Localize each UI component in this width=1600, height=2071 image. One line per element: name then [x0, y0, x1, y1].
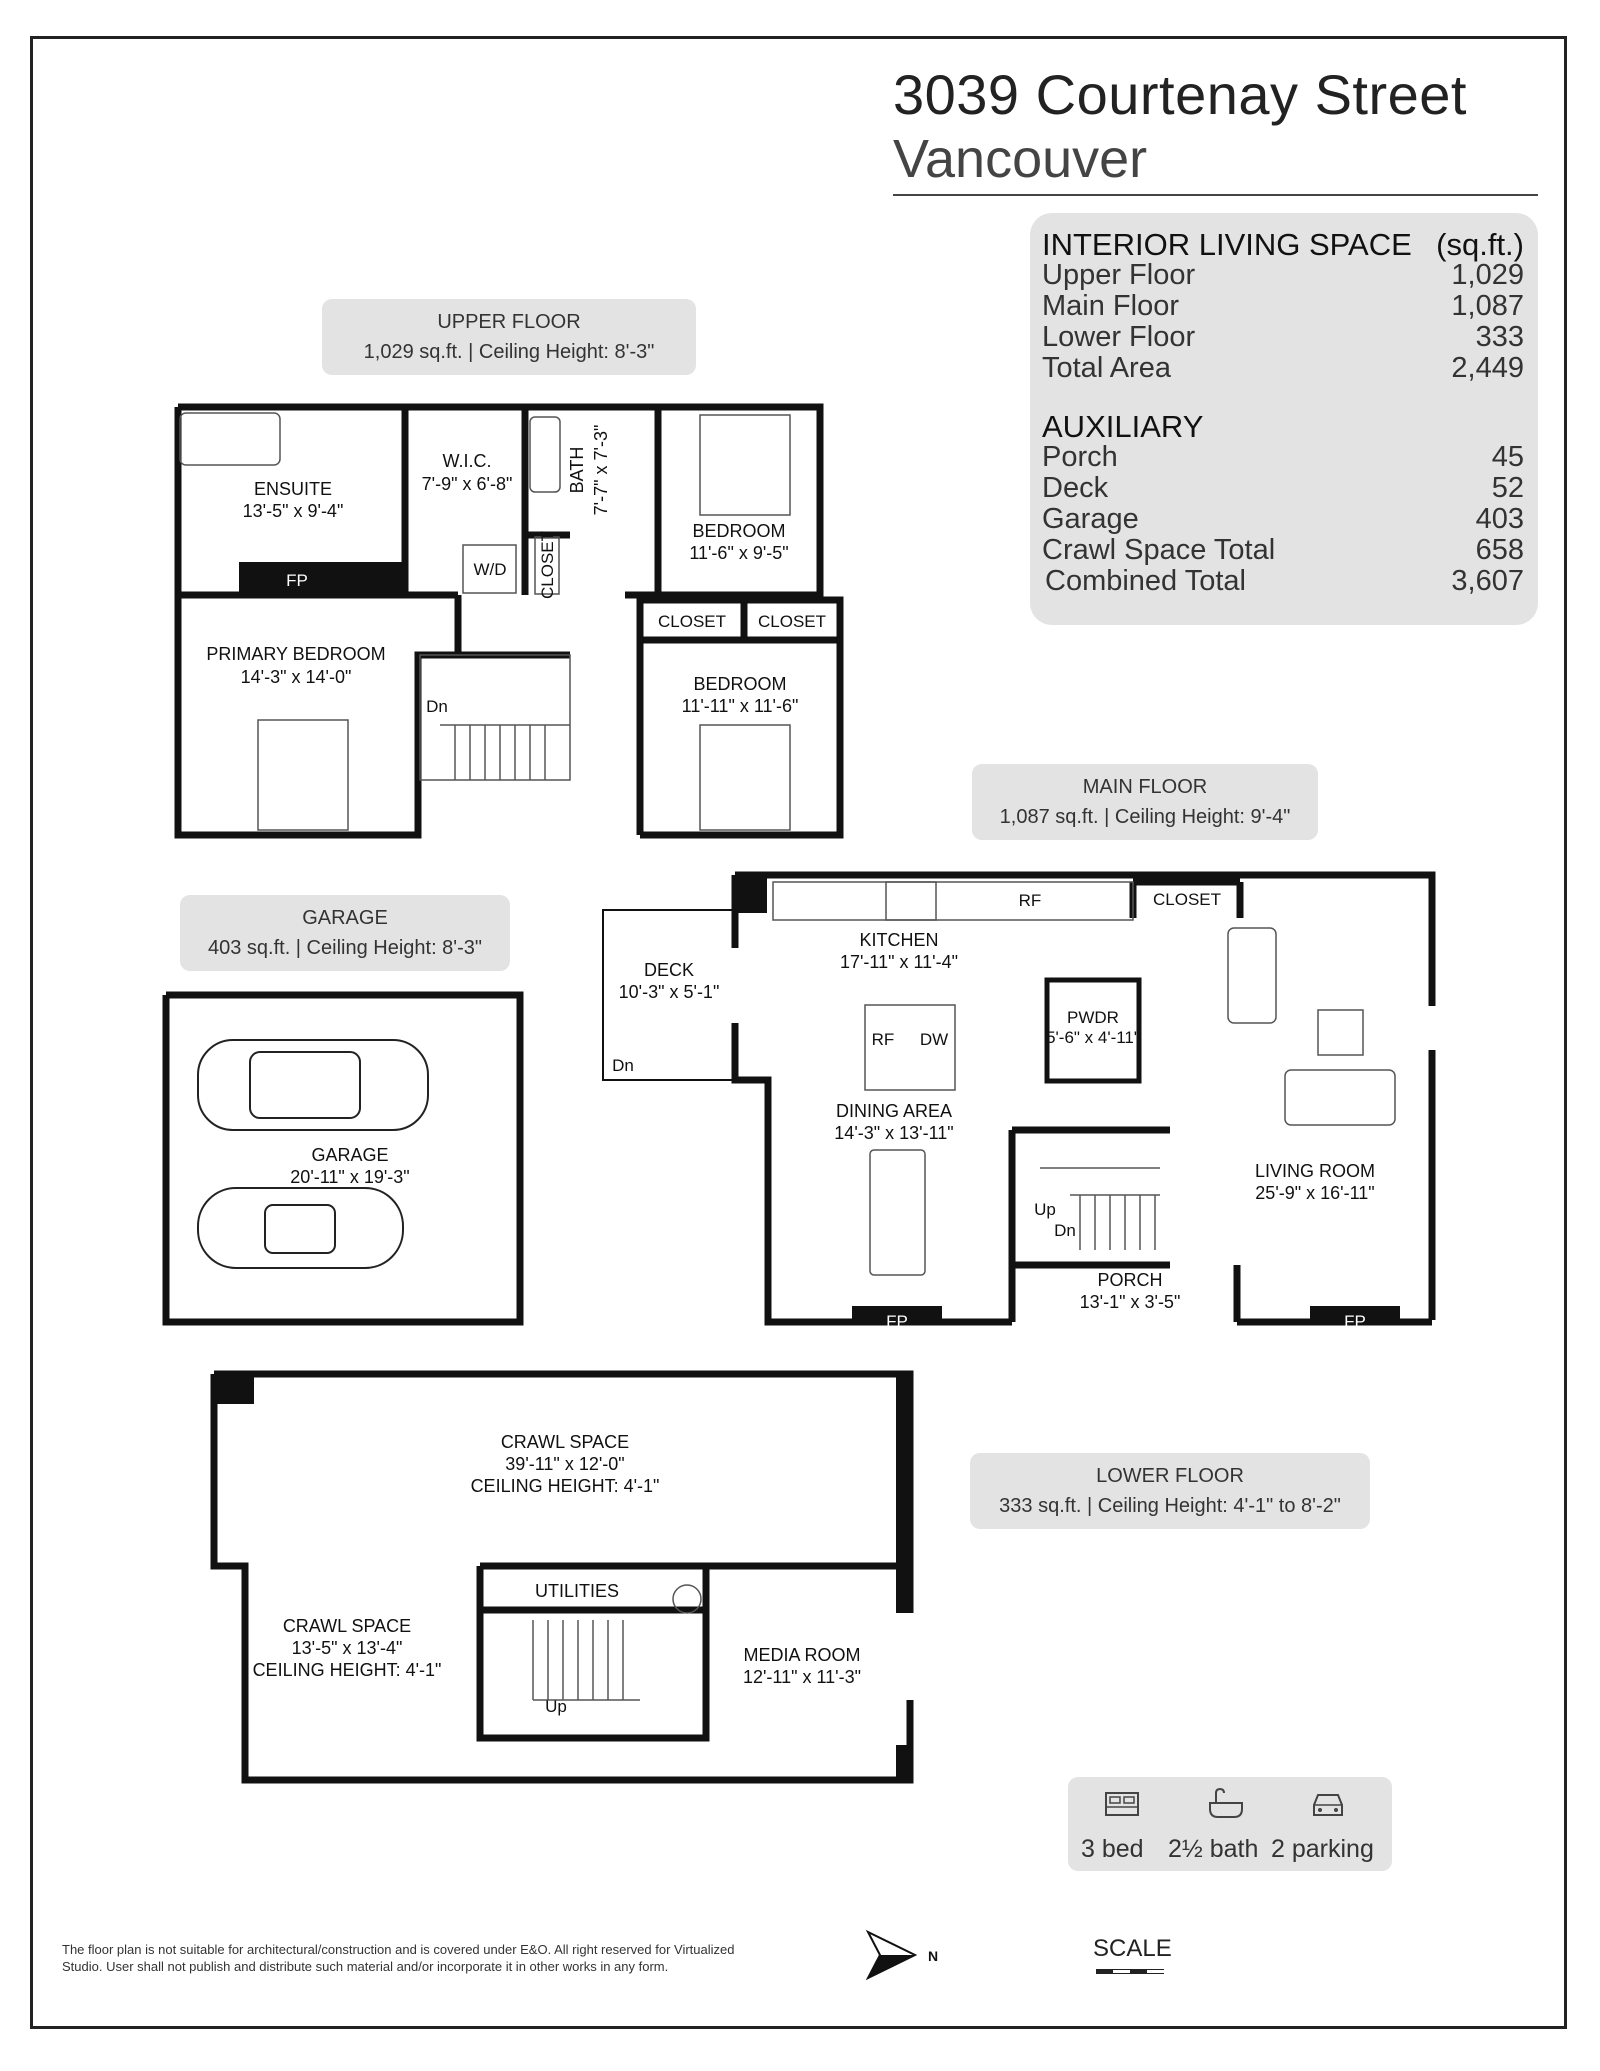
stair-up-label: Up	[545, 1697, 567, 1716]
room-name-pwdr: PWDR	[1067, 1008, 1119, 1027]
area-label: Deck	[1042, 472, 1109, 504]
suv-icon	[198, 1040, 428, 1130]
area-value: 52	[1491, 472, 1524, 504]
bathtub-icon	[180, 413, 280, 465]
floor-title: MAIN FLOOR	[1082, 776, 1208, 798]
range-icon	[886, 882, 936, 920]
room-name-kitchen: KITCHEN	[859, 930, 939, 950]
closet-label: CLOSET	[538, 530, 557, 600]
bed-icon	[700, 725, 790, 830]
fp-label: FP	[1344, 1312, 1366, 1331]
kitchen-counter	[773, 882, 1133, 920]
auxiliary-title: AUXILIARY	[1042, 409, 1204, 444]
stair-up-label: Up	[1034, 1200, 1056, 1219]
upper-floor-walls	[178, 407, 840, 835]
lower-stairs	[533, 1620, 640, 1700]
fridge-label: RF	[1018, 891, 1042, 910]
room-dim-garage: 20'-11" x 19'-3"	[290, 1167, 410, 1187]
dining-table	[870, 1150, 925, 1275]
feature-label: 2 parking	[1271, 1835, 1374, 1863]
wall-block	[896, 1745, 910, 1780]
closet-label: CLOSET	[757, 612, 827, 631]
area-label: Garage	[1042, 503, 1139, 535]
room-name-wic: W.I.C.	[442, 451, 492, 471]
car-icon	[1308, 1787, 1348, 1821]
room-dim-crawl-space-2: 13'-5" x 13'-4"	[291, 1638, 403, 1658]
sofa-icon	[1285, 1070, 1395, 1125]
interior-title: INTERIOR LIVING SPACE	[1042, 227, 1412, 262]
fp-label: FP	[886, 1312, 908, 1331]
fridge-label: RF	[871, 1030, 895, 1049]
room-name-living: LIVING ROOM	[1254, 1161, 1376, 1181]
bed-icon	[700, 415, 790, 515]
address-street: 3039 Courtenay Street	[893, 63, 1467, 126]
area-value: 1,087	[1451, 290, 1524, 322]
area-label: Main Floor	[1042, 290, 1179, 322]
room-dim-living: 25'-9" x 16'-11"	[1255, 1183, 1375, 1203]
upper-fireplace	[239, 562, 406, 595]
room-name-utilities: UTILITIES	[534, 1581, 620, 1601]
scale-label: SCALE	[1093, 1935, 1172, 1962]
feature-label: 3 bed	[1081, 1835, 1144, 1863]
wall-block	[214, 1374, 254, 1404]
armchair-icon	[1228, 928, 1276, 1023]
room-name-crawl-space-2: CRAWL SPACE	[282, 1616, 412, 1636]
room-ceiling-crawl-space-2: CEILING HEIGHT: 4'-1"	[252, 1660, 442, 1680]
floor-info: 1,029 sq.ft. | Ceiling Height: 8'-3"	[363, 341, 655, 363]
room-name-bath: BATH	[567, 446, 587, 494]
room-name-media: MEDIA ROOM	[743, 1645, 861, 1665]
area-value: 333	[1475, 321, 1524, 353]
unit-label: (sq.ft.)	[1436, 227, 1524, 262]
bed-icon	[258, 720, 348, 830]
fp-label: FP	[286, 571, 308, 590]
room-name-porch: PORCH	[1097, 1270, 1163, 1290]
room-name-bedroom-2: BEDROOM	[693, 674, 787, 694]
room-name-ensuite: ENSUITE	[253, 479, 333, 499]
area-value: 3,607	[1451, 565, 1524, 597]
room-dim-kitchen: 17'-11" x 11'-4"	[839, 952, 959, 972]
wall-block	[735, 875, 767, 913]
room-name-garage: GARAGE	[311, 1145, 389, 1165]
stair-down-label: Dn	[426, 697, 448, 716]
area-value: 45	[1491, 441, 1524, 473]
features-panel	[1068, 1777, 1392, 1871]
sports-car-icon	[198, 1188, 403, 1268]
area-label: Total Area	[1042, 352, 1171, 384]
bathtub-icon	[1206, 1787, 1246, 1821]
address-city: Vancouver	[893, 129, 1148, 189]
floor-title: LOWER FLOOR	[1096, 1465, 1244, 1487]
area-label: Porch	[1042, 441, 1118, 473]
upper-stairwell	[420, 655, 570, 780]
dishwasher-label: DW	[919, 1030, 949, 1049]
area-label: Lower Floor	[1042, 321, 1196, 353]
area-value: 2,449	[1451, 352, 1524, 384]
floor-info: 1,087 sq.ft. | Ceiling Height: 9'-4"	[999, 806, 1291, 828]
bed-icon	[1102, 1787, 1142, 1821]
washer-dryer-label: W/D	[473, 560, 507, 579]
floor-info: 403 sq.ft. | Ceiling Height: 8'-3"	[207, 937, 483, 959]
wall-block	[896, 1374, 910, 1613]
room-dim-bedroom-2: 11'-11" x 11'-6"	[681, 696, 799, 716]
room-dim-dining: 14'-3" x 13'-11"	[834, 1123, 954, 1143]
room-dim-bedroom-1: 11'-6" x 9'-5"	[689, 543, 789, 563]
room-dim-deck: 10'-3" x 5'-1"	[618, 982, 720, 1002]
room-dim-porch: 13'-1" x 3'-5"	[1079, 1292, 1181, 1312]
room-name-deck: DECK	[643, 960, 695, 980]
area-label: Crawl Space Total	[1042, 534, 1276, 566]
room-name-primary-bedroom: PRIMARY BEDROOM	[206, 644, 386, 664]
main-floor-walls	[735, 875, 1432, 1322]
floor-title: GARAGE	[302, 907, 388, 929]
room-name-dining: DINING AREA	[835, 1101, 953, 1121]
upper-stairs	[440, 725, 570, 780]
room-name-bedroom-1: BEDROOM	[692, 521, 786, 541]
north-compass-icon	[868, 1932, 938, 1978]
room-dim-pwdr: 5'-6" x 4'-11"	[1046, 1028, 1140, 1047]
room-dim-ensuite: 13'-5" x 9'-4"	[242, 501, 344, 521]
area-value: 1,029	[1451, 259, 1524, 291]
closet-label: CLOSET	[657, 612, 727, 631]
coffee-table-icon	[1318, 1010, 1363, 1055]
area-label: Combined Total	[1045, 565, 1246, 597]
room-ceiling-crawl-space-1: CEILING HEIGHT: 4'-1"	[470, 1476, 660, 1496]
disclaimer-text: The floor plan is not suitable for architectural/construction and is covered under E&O. All right reserved for Virtualized Studio. User shall not publish and distribute such material and/or incorporate it in other works in any form.	[62, 1942, 735, 1974]
scale-bar	[1096, 1969, 1164, 1974]
suv-roof	[250, 1052, 360, 1118]
room-dim-wic: 7'-9" x 6'-8"	[421, 474, 513, 494]
stair-down-label: Dn	[1054, 1221, 1076, 1240]
floor-info: 333 sq.ft. | Ceiling Height: 4'-1" to 8'-2"	[999, 1495, 1341, 1517]
room-dim-primary-bedroom: 14'-3" x 14'-0"	[240, 667, 352, 687]
floor-title: UPPER FLOOR	[437, 311, 581, 333]
area-value: 658	[1475, 534, 1524, 566]
bathtub-icon	[530, 417, 560, 492]
area-value: 403	[1475, 503, 1524, 535]
room-dim-crawl-space-1: 39'-11" x 12'-0"	[505, 1454, 625, 1474]
room-dim-bath: 7'-7" x 7'-3"	[591, 424, 611, 516]
compass-label: N	[928, 1948, 939, 1964]
feature-label: 2½ bath	[1168, 1835, 1259, 1863]
room-dim-media: 12'-11" x 11'-3"	[742, 1667, 862, 1687]
closet-label: CLOSET	[1152, 890, 1222, 909]
room-name-crawl-space-1: CRAWL SPACE	[500, 1432, 630, 1452]
sports-car-cabin	[265, 1205, 335, 1253]
stair-down-label: Dn	[612, 1056, 634, 1075]
area-label: Upper Floor	[1042, 259, 1196, 291]
